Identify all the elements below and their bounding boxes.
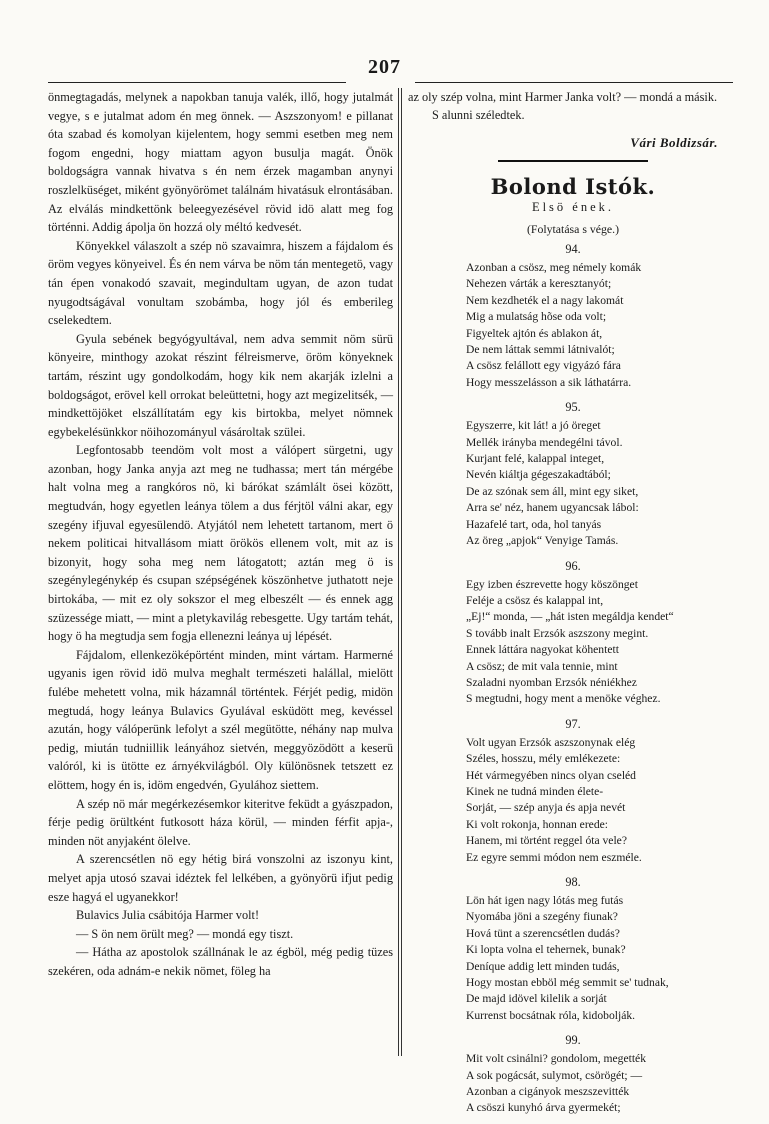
stanza-line: Volt ugyan Erzsók aszszonynak elég — [466, 735, 636, 749]
stanza-line: S megtudni, hogy ment a menöke véghez. — [466, 692, 661, 706]
stanza-line: Hazafelé tart, oda, hol tanyás — [466, 517, 602, 531]
paragraph: — Hátha az apostolok szállnának le az égböl, még pedig tüzes szekéren, oda adnám-e nekik nömet, föleg ha — [48, 945, 393, 978]
stanza-number: 94. — [565, 242, 581, 256]
stanza-line: Az öreg „apjok“ Venyige Tamás. — [466, 534, 619, 548]
paragraph: Fájdalom, ellenkezöképörtént minden, mint vártam. Harmerné ugyanis igen rövid idö mulva meghalt természeti halállal, mielött fulébe mehetett volna, mik házamnál történtek. Férjét pedig, midön megtudá, hogy leánya Bulavics Gyulával esküdött meg, kevéssel azután, hogy válóperünk lefolyt a szél megütötte, néhány nap mulva pedig, miután tudniillik leányához sietvén, meggyözödött a keserü valóról, ki is ütötte ez árnyékvilágból. Oly különösnek tetszett ez elöttem, hogy én is, idöm engedvén, Gyulához siettem. — [48, 647, 393, 792]
paragraph: Legfontosabb teendöm volt most a válópert sürgetni, ugy azonban, hogy Janka anyja azt meg ne tudhassa; mert tán mérgébe halt volna meg a rangkóros nö, ki bárókat számlált ösei között, megtudván, hogy egyetlen leánya tölem a dus férjtöl válni akar, egy szegény ifjuval egyesülendö. Atyjától nem lehetett tartanom, mert ö nekem politicai hitvallásom miatt örökös ellenem volt, mit az is bizonyit, hogy soha meg nem látogatott; aztán meg ö is szegénylegénykép és csupan szépségének köszönhetve juthatott neje birtokába, — mit ez oly sokszor el meg elbeszélt — és ennek agg szüzessége miatt, — mint a pletykavilág rebesgette. Ugy tartám tehát, hogy ö ha megtudja sem fogja ellenezni leánya uj lépését. — [48, 443, 393, 644]
poem-stanzas — [408, 240, 738, 1117]
stanza-line: Mellék irányba mendegélni távol. — [466, 435, 623, 449]
stanza-line: Feléje a csösz és kalappal int, — [466, 593, 604, 607]
stanza-line: Hanem, mi történt reggel óta vele? — [466, 834, 627, 848]
stanza-line: Nyomába jöni a szegény fiunak? — [466, 910, 618, 924]
stanza-number: 99. — [565, 1033, 581, 1048]
column-divider-inner — [401, 88, 402, 1056]
stanza-number: 98. — [565, 875, 581, 889]
stanza — [408, 735, 738, 866]
right-column — [408, 88, 738, 1124]
stanza-line: Hová tünt a szerencsétlen dudás? — [466, 926, 620, 940]
stanza-line: Figyeltek ajtón és ablakon át, — [466, 326, 603, 340]
stanza-line: Deníque addig lett minden tudás, — [466, 959, 620, 973]
poem-title: Bolond Istók. — [490, 174, 656, 199]
stanza-line: A csöszi kunyhó árva gyermekét; — [466, 1101, 621, 1115]
header-rule-right — [415, 82, 733, 83]
stanza-line: Kurrenst bocsátnak róla, kidobolják. — [466, 1008, 636, 1022]
stanza-line: A sok pogácsát, sulymot, csörögét; — — [466, 1068, 643, 1082]
closing-line: S alunni széledtek. — [432, 108, 525, 122]
stanza-line: Mig a mulatság hõse oda volt; — [466, 310, 607, 324]
stanza-line: Ki lopta volna el tehernek, bunak? — [466, 943, 626, 957]
stanza-line: Ki volt rokonja, honnan erede: — [466, 817, 608, 831]
stanza-line: A csösz felállott egy vigyázó fára — [466, 359, 621, 373]
stanza-line: A csösz; de mit vala tennie, mint — [466, 659, 618, 673]
stanza-line: Arra se' néz, hanem ugyancsak lábol: — [466, 501, 639, 515]
stanza-line: Ennek láttára nagyokat köhentett — [466, 643, 619, 657]
stanza-line: Egy izben észrevette hogy köszönget — [466, 577, 638, 591]
stanza-line: Nehezen várták a keresztanyót; — [466, 277, 612, 291]
stanza — [408, 1051, 738, 1117]
stanza-number: 96. — [565, 558, 581, 573]
stanza-line: Hogy mostan ebböl még semmit se' tudnak, — [466, 976, 669, 990]
stanza-number: 95. — [565, 400, 581, 415]
page-number: 207 — [368, 56, 401, 78]
stanza — [408, 260, 738, 391]
stanza-line: Nevén kiáltja gégeszakadtából; — [466, 468, 611, 482]
stanza-line: De nem láttak semmi látnivalót; — [466, 343, 615, 357]
section-separator — [498, 160, 648, 162]
stanza-line: Lön hát igen nagy lótás meg futás — [466, 894, 624, 907]
stanza-line: Ez egyre semmi módon nem eszméle. — [466, 850, 642, 864]
stanza-line: Kinek ne tudná minden élete- — [466, 784, 604, 798]
stanza-line: Hét vármegyében nincs olyan cseléd — [466, 768, 636, 782]
paragraph: — S ön nem örült meg? — mondá egy tiszt. — [76, 926, 294, 941]
paragraph: Könyekkel válaszolt a szép nö szavaimra, hiszem a fájdalom és öröm vegyes könyeivel. És én nem várva be nöm tán mentegetö, vagy tán épen vonakodó szavait, megindultam ugyan, de azon tudat nyugodtságával vonultam szobámba, hogy jól és emberileg cselekedtem. — [48, 238, 393, 328]
stanza-line: De majd idövel kilelik a sorját — [466, 992, 607, 1006]
stanza — [408, 577, 738, 708]
stanza-line: Mit volt csinálni? gondolom, megették — [466, 1052, 646, 1066]
stanza-line: De az szónak sem áll, mint egy siket, — [466, 484, 639, 498]
continuation-note: (Folytatása s vége.) — [526, 222, 620, 236]
stanza — [408, 418, 738, 549]
column-divider — [398, 88, 399, 1056]
stanza-line: Széles, hosszu, mély emlékezete: — [466, 752, 621, 766]
stanza — [408, 893, 738, 1024]
stanza-number: 97. — [565, 716, 581, 731]
poem-subtitle: Elsö ének. — [531, 200, 615, 214]
stanza-line: Azonban a cigányok meszszevitték — [466, 1085, 630, 1099]
left-column — [48, 88, 393, 981]
stanza-line: Hogy messzelásson a sik láthatárra. — [466, 375, 632, 389]
stanza-line: Nem kezdheték el a nagy lakomát — [466, 293, 624, 307]
paragraph: Gyula sebének begyógyultával, nem adva semmit nöm sürü könyeire, minthogy azokat részint félreismerve, öröm könyeknek tartám, részint ugy gondolkodám, hogy kik nem akarják izlelni a boldogságot, erövel kell orrokat beleüttetni, hogy azt megizelitsék, — mindkettöjöket elszállítatám egy kis birtokba, melyet nömnek egybekelésünkkor nöihozományul vásároltak szülei. — [48, 331, 393, 439]
paragraph: A szerencsétlen nö egy hétig birá vonszolni az iszonyu kint, melyet apja utosó szavai idéztek fel lelkében, a gyönyörü ifjut pedig esze hagyá el ugyanekkor! — [48, 852, 393, 904]
stanza-line: Kurjant felé, kalappal integet, — [466, 452, 605, 466]
stanza-line: Azonban a csösz, meg némely komák — [466, 261, 642, 274]
continuation-text: az oly szép volna, mint Harmer Janka volt? — mondá a másik. — [408, 90, 718, 104]
author-signature: Vári Boldizsár. — [630, 135, 718, 150]
stanza-line: Szaladni nyomban Erzsók néniékhez — [466, 675, 637, 689]
stanza-line: S tovább inalt Erzsók aszszony megint. — [466, 626, 649, 640]
paragraph: önmegtagadás, melynek a napokban tanuja valék, illő, hogy jutalmát vegye, s e jutalmat adom én meg önnek. — Aszszonyom! e pillanat óta szabad és komolyan kijelentem, hogy semmi esetben meg nem fogom engedni, hogy miattam agyon busulja magát. Önök boldogságra vannak hivatva s én nem érzek magamban anynyi roszlelküséget, miként gyönyörömet találnám hivatásuk elrontásában. Az elválás mindkettönk beleegyezésével rövid idö alatt meg fog történni. Addig ápolja ön hozzá oly méltó kedvesét. — [48, 90, 393, 235]
header-rule-left — [48, 82, 346, 83]
stanza-line: Sorját, — szép anyja és apja nevét — [466, 801, 626, 815]
stanza-line: „Ej!“ monda, — „hát isten megáldja kendet“ — [466, 610, 674, 624]
stanza-line: Egyszerre, kit lát! a jó öreget — [466, 419, 601, 433]
paragraph: A szép nö már megérkezésemkor kiteritve feküdt a gyászpadon, férje pedig örültként futkosott háza körül, — minden férfit apja-, minden nöt anyjaként ölelve. — [48, 796, 393, 848]
paragraph: Bulavics Julia csábitója Harmer volt! — [76, 908, 260, 923]
